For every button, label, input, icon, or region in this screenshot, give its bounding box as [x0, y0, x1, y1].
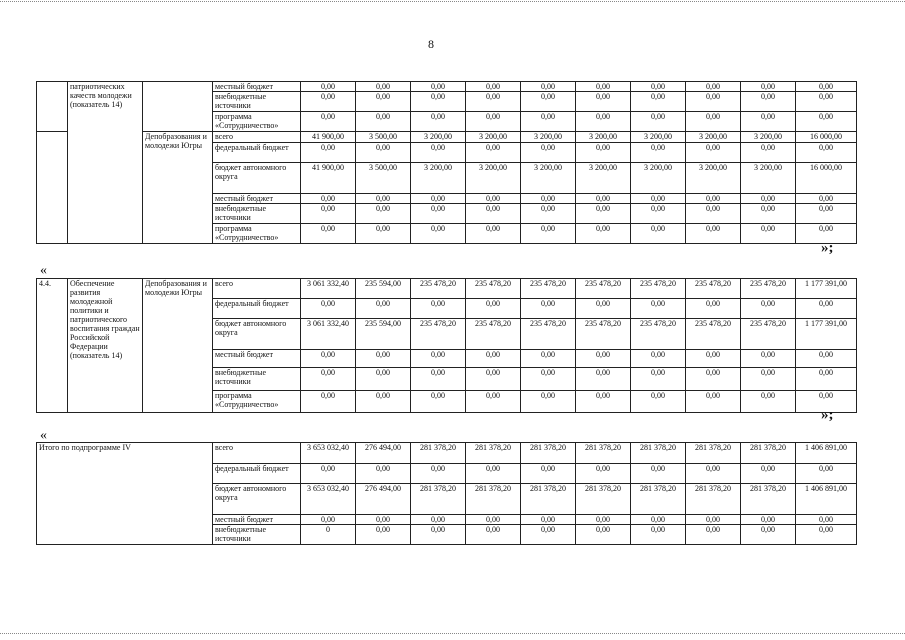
value-cell: 235 478,20 — [411, 319, 466, 350]
value-cell: 0,00 — [521, 391, 576, 413]
value-cell: 0,00 — [576, 525, 631, 545]
value-cell: 0,00 — [631, 204, 686, 224]
value-cell: 281 378,20 — [741, 484, 796, 515]
value-cell: 0,00 — [356, 368, 411, 391]
value-cell: 0,00 — [576, 143, 631, 163]
executor-cell-empty — [143, 82, 213, 132]
value-cell: 235 478,20 — [686, 319, 741, 350]
value-cell: 0,00 — [356, 525, 411, 545]
value-cell: 0,00 — [301, 391, 356, 413]
value-cell: 0,00 — [521, 525, 576, 545]
value-cell: 3 061 332,40 — [301, 279, 356, 299]
value-cell: 0,00 — [741, 299, 796, 319]
value-cell: 0,00 — [686, 391, 741, 413]
value-cell: 41 900,00 — [301, 163, 356, 194]
source-label: программа «Сотрудничество» — [213, 224, 301, 244]
value-cell: 0,00 — [466, 224, 521, 244]
value-cell: 281 378,20 — [576, 443, 631, 464]
value-cell: 0,00 — [301, 143, 356, 163]
value-cell: 0,00 — [466, 391, 521, 413]
value-cell: 0,00 — [741, 464, 796, 484]
source-label: внебюджетные источники — [213, 204, 301, 224]
value-cell: 0,00 — [631, 92, 686, 112]
value-cell: 0,00 — [521, 92, 576, 112]
value-cell: 0,00 — [411, 112, 466, 132]
subprogram-total-table — [36, 442, 857, 545]
value-cell: 0,00 — [796, 368, 857, 391]
value-cell: 0,00 — [631, 525, 686, 545]
value-cell: 0,00 — [796, 204, 857, 224]
value-cell: 0,00 — [356, 92, 411, 112]
value-cell: 0,00 — [411, 350, 466, 368]
value-cell: 0,00 — [301, 224, 356, 244]
value-cell: 3 200,00 — [466, 163, 521, 194]
value-cell: 235 594,00 — [356, 319, 411, 350]
value-cell: 0,00 — [356, 143, 411, 163]
value-cell: 3 200,00 — [741, 132, 796, 143]
activity-description: патриотических качеств молодежи (показатель 14) — [68, 82, 143, 244]
value-cell: 235 478,20 — [576, 279, 631, 299]
value-cell: 0,00 — [411, 464, 466, 484]
source-label: местный бюджет — [213, 82, 301, 92]
row-number-cell — [37, 132, 68, 244]
value-cell: 281 378,20 — [466, 484, 521, 515]
value-cell: 0,00 — [796, 464, 857, 484]
value-cell: 0,00 — [301, 112, 356, 132]
value-cell: 0,00 — [356, 391, 411, 413]
value-cell: 16 000,00 — [796, 132, 857, 143]
opening-quote: « — [40, 428, 47, 443]
value-cell: 0,00 — [466, 194, 521, 204]
value-cell: 0,00 — [796, 92, 857, 112]
value-cell: 0,00 — [686, 368, 741, 391]
value-cell: 0,00 — [741, 224, 796, 244]
value-cell: 0,00 — [686, 112, 741, 132]
value-cell: 0,00 — [576, 464, 631, 484]
value-cell: 235 478,20 — [631, 319, 686, 350]
value-cell: 0,00 — [466, 143, 521, 163]
value-cell: 0,00 — [466, 92, 521, 112]
source-label: бюджет автономного округа — [213, 319, 301, 350]
value-cell: 3 200,00 — [686, 132, 741, 143]
value-cell: 0,00 — [301, 368, 356, 391]
value-cell: 0,00 — [631, 368, 686, 391]
value-cell: 0,00 — [521, 350, 576, 368]
executor-cell: Депобразования и молодежи Югры — [143, 279, 213, 413]
value-cell: 0,00 — [466, 82, 521, 92]
value-cell: 0,00 — [356, 194, 411, 204]
value-cell: 0,00 — [411, 525, 466, 545]
value-cell: 41 900,00 — [301, 132, 356, 143]
value-cell: 0,00 — [576, 368, 631, 391]
value-cell: 281 378,20 — [686, 484, 741, 515]
executor-cell: Депобразования и молодежи Югры — [143, 132, 213, 244]
value-cell: 0,00 — [411, 368, 466, 391]
value-cell: 0,00 — [521, 224, 576, 244]
budget-table-4-4 — [36, 278, 857, 413]
value-cell: 0,00 — [631, 299, 686, 319]
value-cell: 0 — [301, 525, 356, 545]
value-cell: 0,00 — [576, 350, 631, 368]
source-label: бюджет автономного округа — [213, 163, 301, 194]
value-cell: 0,00 — [686, 224, 741, 244]
value-cell: 0,00 — [686, 92, 741, 112]
value-cell: 0,00 — [631, 350, 686, 368]
value-cell: 3 653 032,40 — [301, 443, 356, 464]
value-cell: 235 478,20 — [741, 319, 796, 350]
source-label: федеральный бюджет — [213, 299, 301, 319]
source-label: внебюджетные источники — [213, 368, 301, 391]
value-cell: 0,00 — [411, 92, 466, 112]
value-cell: 0,00 — [741, 82, 796, 92]
value-cell: 0,00 — [301, 194, 356, 204]
source-label: программа «Сотрудничество» — [213, 391, 301, 413]
value-cell: 0,00 — [741, 391, 796, 413]
value-cell: 3 200,00 — [521, 132, 576, 143]
value-cell: 0,00 — [411, 391, 466, 413]
value-cell: 281 378,20 — [741, 443, 796, 464]
value-cell: 3 200,00 — [631, 132, 686, 143]
value-cell: 0,00 — [356, 204, 411, 224]
value-cell: 0,00 — [466, 464, 521, 484]
value-cell: 235 478,20 — [411, 279, 466, 299]
value-cell: 0,00 — [466, 204, 521, 224]
value-cell: 3 061 332,40 — [301, 319, 356, 350]
value-cell: 0,00 — [356, 112, 411, 132]
value-cell: 0,00 — [576, 515, 631, 525]
value-cell: 0,00 — [631, 464, 686, 484]
value-cell: 0,00 — [631, 112, 686, 132]
value-cell: 235 478,20 — [466, 279, 521, 299]
value-cell: 0,00 — [521, 204, 576, 224]
value-cell: 0,00 — [576, 92, 631, 112]
value-cell: 0,00 — [576, 194, 631, 204]
value-cell: 0,00 — [356, 464, 411, 484]
value-cell: 0,00 — [466, 515, 521, 525]
value-cell: 3 200,00 — [631, 163, 686, 194]
source-label: бюджет автономного округа — [213, 484, 301, 515]
value-cell: 0,00 — [411, 515, 466, 525]
source-label: местный бюджет — [213, 350, 301, 368]
value-cell: 0,00 — [356, 82, 411, 92]
value-cell: 0,00 — [466, 525, 521, 545]
source-label: программа «Сотрудничество» — [213, 112, 301, 132]
value-cell: 0,00 — [686, 194, 741, 204]
value-cell: 0,00 — [796, 143, 857, 163]
value-cell: 0,00 — [576, 224, 631, 244]
row-number-cell: 4.4. — [37, 279, 68, 413]
value-cell: 0,00 — [741, 92, 796, 112]
value-cell: 0,00 — [356, 224, 411, 244]
value-cell: 1 177 391,00 — [796, 279, 857, 299]
value-cell: 0,00 — [796, 112, 857, 132]
value-cell: 3 200,00 — [576, 163, 631, 194]
value-cell: 0,00 — [356, 515, 411, 525]
value-cell: 281 378,20 — [521, 443, 576, 464]
scan-top-edge — [0, 1, 905, 4]
value-cell: 0,00 — [301, 92, 356, 112]
source-label: всего — [213, 279, 301, 299]
value-cell: 16 000,00 — [796, 163, 857, 194]
value-cell: 3 200,00 — [411, 132, 466, 143]
value-cell: 276 494,00 — [356, 484, 411, 515]
value-cell: 0,00 — [796, 525, 857, 545]
value-cell: 0,00 — [741, 515, 796, 525]
row-number-cell — [37, 82, 68, 132]
source-label: федеральный бюджет — [213, 464, 301, 484]
value-cell: 235 478,20 — [576, 319, 631, 350]
value-cell: 281 378,20 — [631, 443, 686, 464]
value-cell: 0,00 — [521, 194, 576, 204]
value-cell: 281 378,20 — [686, 443, 741, 464]
value-cell: 235 478,20 — [631, 279, 686, 299]
value-cell: 0,00 — [686, 350, 741, 368]
value-cell: 0,00 — [741, 194, 796, 204]
value-cell: 3 500,00 — [356, 163, 411, 194]
value-cell: 0,00 — [631, 143, 686, 163]
value-cell: 0,00 — [466, 350, 521, 368]
value-cell: 3 200,00 — [411, 163, 466, 194]
subprogram-total-label: Итого по подпрограмме IV — [37, 443, 213, 545]
value-cell: 0,00 — [411, 204, 466, 224]
value-cell: 0,00 — [356, 299, 411, 319]
value-cell: 0,00 — [301, 204, 356, 224]
value-cell: 281 378,20 — [631, 484, 686, 515]
value-cell: 0,00 — [796, 350, 857, 368]
value-cell: 281 378,20 — [466, 443, 521, 464]
value-cell: 0,00 — [796, 224, 857, 244]
value-cell: 0,00 — [521, 464, 576, 484]
value-cell: 0,00 — [466, 112, 521, 132]
value-cell: 0,00 — [411, 224, 466, 244]
value-cell: 0,00 — [741, 525, 796, 545]
value-cell: 0,00 — [796, 194, 857, 204]
value-cell: 0,00 — [466, 368, 521, 391]
value-cell: 281 378,20 — [521, 484, 576, 515]
value-cell: 0,00 — [631, 515, 686, 525]
source-label: внебюджетные источники — [213, 525, 301, 545]
value-cell: 0,00 — [576, 391, 631, 413]
value-cell: 0,00 — [411, 194, 466, 204]
value-cell: 0,00 — [301, 82, 356, 92]
value-cell: 0,00 — [301, 299, 356, 319]
value-cell: 276 494,00 — [356, 443, 411, 464]
value-cell: 0,00 — [521, 299, 576, 319]
value-cell: 0,00 — [796, 391, 857, 413]
value-cell: 0,00 — [796, 299, 857, 319]
value-cell: 235 478,20 — [521, 279, 576, 299]
value-cell: 3 200,00 — [576, 132, 631, 143]
value-cell: 0,00 — [686, 525, 741, 545]
value-cell: 0,00 — [686, 515, 741, 525]
value-cell: 3 500,00 — [356, 132, 411, 143]
value-cell: 1 406 891,00 — [796, 484, 857, 515]
value-cell: 3 200,00 — [741, 163, 796, 194]
value-cell: 0,00 — [741, 368, 796, 391]
value-cell: 235 478,20 — [686, 279, 741, 299]
value-cell: 0,00 — [631, 82, 686, 92]
value-cell: 281 378,20 — [411, 484, 466, 515]
value-cell: 281 378,20 — [411, 443, 466, 464]
source-label: внебюджетные источники — [213, 92, 301, 112]
value-cell: 0,00 — [576, 299, 631, 319]
value-cell: 0,00 — [631, 194, 686, 204]
value-cell: 0,00 — [741, 204, 796, 224]
value-cell: 0,00 — [301, 350, 356, 368]
value-cell: 3 653 032,40 — [301, 484, 356, 515]
value-cell: 0,00 — [521, 143, 576, 163]
value-cell: 1 177 391,00 — [796, 319, 857, 350]
value-cell: 0,00 — [301, 464, 356, 484]
value-cell: 0,00 — [576, 112, 631, 132]
value-cell: 235 478,20 — [466, 319, 521, 350]
value-cell: 0,00 — [521, 82, 576, 92]
value-cell: 235 478,20 — [521, 319, 576, 350]
value-cell: 0,00 — [686, 464, 741, 484]
value-cell: 0,00 — [411, 299, 466, 319]
value-cell: 0,00 — [301, 515, 356, 525]
value-cell: 0,00 — [741, 112, 796, 132]
value-cell: 235 594,00 — [356, 279, 411, 299]
opening-quote: « — [40, 263, 47, 278]
value-cell: 3 200,00 — [466, 132, 521, 143]
source-label: федеральный бюджет — [213, 143, 301, 163]
value-cell: 0,00 — [631, 224, 686, 244]
source-label: местный бюджет — [213, 515, 301, 525]
budget-table-continued — [36, 81, 857, 244]
source-label: всего — [213, 132, 301, 143]
value-cell: 1 406 891,00 — [796, 443, 857, 464]
value-cell: 281 378,20 — [576, 484, 631, 515]
value-cell: 0,00 — [796, 515, 857, 525]
value-cell: 235 478,20 — [741, 279, 796, 299]
value-cell: 0,00 — [521, 112, 576, 132]
value-cell: 0,00 — [631, 391, 686, 413]
scan-bottom-edge — [0, 633, 905, 636]
closing-quote: »; — [821, 240, 834, 256]
value-cell: 0,00 — [411, 143, 466, 163]
value-cell: 3 200,00 — [521, 163, 576, 194]
value-cell: 0,00 — [521, 368, 576, 391]
value-cell: 0,00 — [796, 82, 857, 92]
value-cell: 0,00 — [686, 82, 741, 92]
value-cell: 0,00 — [686, 143, 741, 163]
value-cell: 0,00 — [686, 204, 741, 224]
value-cell: 0,00 — [521, 515, 576, 525]
value-cell: 0,00 — [741, 350, 796, 368]
closing-quote: »; — [821, 407, 834, 423]
value-cell: 0,00 — [356, 350, 411, 368]
value-cell: 0,00 — [686, 299, 741, 319]
value-cell: 3 200,00 — [686, 163, 741, 194]
source-label: местный бюджет — [213, 194, 301, 204]
value-cell: 0,00 — [411, 82, 466, 92]
page-number: 8 — [428, 37, 434, 51]
value-cell: 0,00 — [576, 82, 631, 92]
source-label: всего — [213, 443, 301, 464]
value-cell: 0,00 — [576, 204, 631, 224]
value-cell: 0,00 — [741, 143, 796, 163]
value-cell: 0,00 — [466, 299, 521, 319]
activity-description: Обеспечение развития молодежной политики и патриотического воспитания граждан Российской Федерации (показатель 14) — [68, 279, 143, 413]
